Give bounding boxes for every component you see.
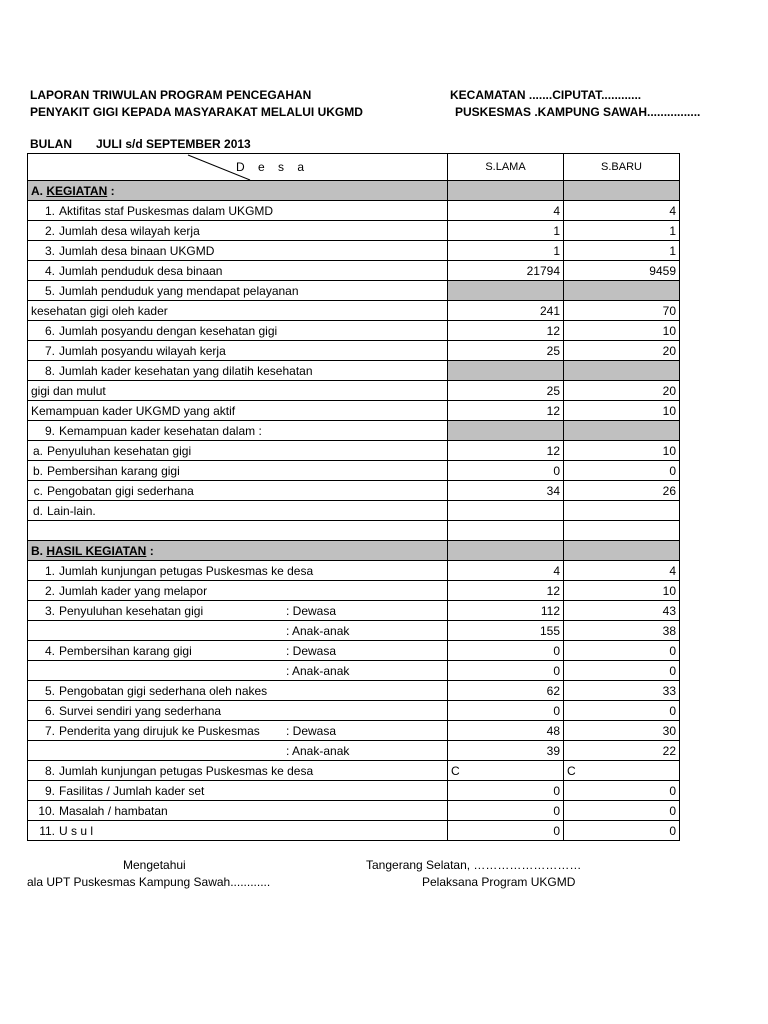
- value-cell-slama: 12: [448, 321, 564, 341]
- table-row: [28, 581, 680, 601]
- row-label: Pembersihan karang gigi: [59, 643, 192, 658]
- value-cell-sbaru: 22: [564, 741, 680, 761]
- row-description: [28, 301, 448, 321]
- value-cell-slama: 34: [448, 481, 564, 501]
- row-label: Jumlah kader yang melapor: [59, 583, 208, 598]
- row-description: [28, 601, 448, 621]
- table-row: [28, 221, 680, 241]
- value-cell-slama: 0: [448, 461, 564, 481]
- row-description: [28, 621, 448, 641]
- row-index: c.: [33, 483, 43, 498]
- section-row: [28, 181, 680, 201]
- row-label: Penderita yang dirujuk ke Puskesmas: [59, 723, 260, 738]
- row-description: [28, 461, 448, 481]
- section-prefix: A.: [31, 183, 43, 198]
- table-header-row: [28, 154, 680, 181]
- row-description: [28, 361, 448, 381]
- value-cell-sbaru: 10: [564, 401, 680, 421]
- value-cell-sbaru: 0: [564, 801, 680, 821]
- table-row: [28, 521, 680, 541]
- row-description: [28, 561, 448, 581]
- table-row: [28, 381, 680, 401]
- value-cell-slama: [448, 501, 564, 521]
- table-row: [28, 401, 680, 421]
- row-label: Kemampuan kader kesehatan dalam :: [59, 423, 262, 438]
- table-row: [28, 781, 680, 801]
- row-index: 2.: [44, 583, 55, 598]
- row-label: Lain-lain.: [47, 503, 96, 518]
- value-cell-slama: [448, 521, 564, 541]
- value-cell-slama: 4: [448, 561, 564, 581]
- row-description: [28, 261, 448, 281]
- section-row: [28, 541, 680, 561]
- table-row: [28, 241, 680, 261]
- row-description: [28, 401, 448, 421]
- col-header-slama: S.LAMA: [448, 154, 564, 181]
- section-prefix: B.: [31, 543, 43, 558]
- value-cell-sbaru: 26: [564, 481, 680, 501]
- table-row: [28, 761, 680, 781]
- row-label: Fasilitas / Jumlah kader set: [59, 783, 205, 798]
- row-label: Pembersihan karang gigi: [47, 463, 180, 478]
- value-cell-sbaru: 10: [564, 441, 680, 461]
- value-cell-slama: 155: [448, 621, 564, 641]
- row-category: : Anak-anak: [286, 743, 350, 758]
- value-cell-sbaru: [564, 361, 680, 381]
- section-suffix: :: [146, 543, 154, 558]
- value-cell-sbaru: 0: [564, 461, 680, 481]
- value-cell-slama: 241: [448, 301, 564, 321]
- value-cell-sbaru: 1: [564, 241, 680, 261]
- value-cell-slama: 0: [448, 661, 564, 681]
- value-cell-sbaru: 0: [564, 661, 680, 681]
- value-cell-slama: 0: [448, 701, 564, 721]
- table-row: [28, 321, 680, 341]
- row-description: [28, 481, 448, 501]
- report-title-line1: LAPORAN TRIWULAN PROGRAM PENCEGAHAN: [30, 88, 312, 102]
- value-cell-sbaru: 0: [564, 781, 680, 801]
- row-category: : Dewasa: [286, 643, 337, 658]
- row-description: [28, 681, 448, 701]
- row-description: [28, 641, 448, 661]
- row-description: [28, 721, 448, 741]
- value-cell-slama: 25: [448, 381, 564, 401]
- row-label: Jumlah kader kesehatan yang dilatih kesehatan: [59, 363, 313, 378]
- row-index: b.: [32, 463, 43, 478]
- value-cell-slama: C: [448, 761, 564, 781]
- table-row: [28, 201, 680, 221]
- value-cell-sbaru: 38: [564, 621, 680, 641]
- value-cell-sbaru: [564, 501, 680, 521]
- row-category: : Dewasa: [286, 723, 337, 738]
- value-cell-sbaru: 43: [564, 601, 680, 621]
- row-index: 7.: [44, 343, 55, 358]
- value-cell-sbaru: 10: [564, 581, 680, 601]
- row-label: Pengobatan gigi sederhana oleh nakes: [59, 683, 268, 698]
- value-cell-slama: 0: [448, 641, 564, 661]
- tempat-tanggal-label: Tangerang Selatan, ………………………: [366, 858, 582, 872]
- row-description: [28, 781, 448, 801]
- table-row: [28, 281, 680, 301]
- row-index: 10.: [38, 803, 55, 818]
- row-description: [28, 221, 448, 241]
- section-title-cell: [28, 181, 448, 201]
- table-row: [28, 801, 680, 821]
- row-description: [28, 761, 448, 781]
- row-index: 1.: [44, 563, 55, 578]
- table-row: [28, 641, 680, 661]
- row-label: Survei sendiri yang sederhana: [59, 703, 222, 718]
- row-index: 5.: [44, 683, 55, 698]
- row-label: Jumlah penduduk yang mendapat pelayanan: [59, 283, 299, 298]
- value-cell-slama: 12: [448, 581, 564, 601]
- section-title: KEGIATAN: [46, 183, 108, 198]
- value-cell-sbaru: C: [564, 761, 680, 781]
- value-cell-sbaru: 10: [564, 321, 680, 341]
- row-index: 2.: [44, 223, 55, 238]
- section-suffix: :: [107, 183, 115, 198]
- value-cell-slama: 0: [448, 821, 564, 841]
- row-label: Jumlah kunjungan petugas Puskesmas ke desa: [59, 763, 314, 778]
- row-label: Jumlah penduduk desa binaan: [59, 263, 223, 278]
- table-row: [28, 661, 680, 681]
- value-cell-slama: 0: [448, 801, 564, 821]
- table-row: [28, 441, 680, 461]
- table-row: [28, 461, 680, 481]
- table-row: [28, 621, 680, 641]
- table-row: [28, 561, 680, 581]
- value-cell-sbaru: 1: [564, 221, 680, 241]
- row-index: 5.: [44, 283, 55, 298]
- table-row: [28, 261, 680, 281]
- bulan-label: BULAN: [30, 137, 72, 151]
- row-label: Penyuluhan kesehatan gigi: [59, 603, 204, 618]
- table-row: [28, 601, 680, 621]
- value-cell-sbaru: [564, 281, 680, 301]
- row-description: [28, 581, 448, 601]
- value-cell-slama: 12: [448, 441, 564, 461]
- row-label: Jumlah posyandu wilayah kerja: [59, 343, 226, 358]
- row-index: 6.: [44, 323, 55, 338]
- row-description: [28, 661, 448, 681]
- row-index: 3.: [44, 603, 55, 618]
- row-description: [28, 341, 448, 361]
- puskesmas-label: PUSKESMAS .KAMPUNG SAWAH................: [455, 105, 701, 119]
- table-row: [28, 821, 680, 841]
- col-header-sbaru: S.BARU: [564, 154, 680, 181]
- value-cell-sbaru: 20: [564, 341, 680, 361]
- table-row: [28, 301, 680, 321]
- row-label: U s u l: [59, 823, 94, 838]
- table-row: [28, 341, 680, 361]
- mengetahui-label: Mengetahui: [123, 858, 186, 872]
- row-index: 11.: [39, 823, 55, 838]
- row-index: 7.: [44, 723, 55, 738]
- value-cell-slama: 62: [448, 681, 564, 701]
- bulan-value: JULI s/d SEPTEMBER 2013: [96, 137, 251, 151]
- table-row: [28, 701, 680, 721]
- row-description: [28, 321, 448, 341]
- row-label: Aktifitas staf Puskesmas dalam UKGMD: [59, 203, 274, 218]
- row-label: kesehatan gigi oleh kader: [31, 303, 168, 318]
- table-row: [28, 481, 680, 501]
- row-description: [28, 801, 448, 821]
- value-cell-slama: [448, 181, 564, 201]
- section-title-cell: [28, 541, 448, 561]
- section-title: HASIL KEGIATAN: [46, 543, 147, 558]
- row-description: [28, 521, 448, 541]
- table-row: [28, 501, 680, 521]
- pelaksana-label: Pelaksana Program UKGMD: [422, 875, 576, 889]
- row-index: d.: [32, 503, 43, 518]
- table-row: [28, 741, 680, 761]
- row-category: : Dewasa: [286, 603, 337, 618]
- report-title-line2: PENYAKIT GIGI KEPADA MASYARAKAT MELALUI UKGMD: [30, 105, 363, 119]
- table-row: [28, 681, 680, 701]
- value-cell-sbaru: 4: [564, 561, 680, 581]
- table-row: [28, 361, 680, 381]
- row-index: 4.: [44, 643, 55, 658]
- value-cell-sbaru: [564, 181, 680, 201]
- value-cell-sbaru: 30: [564, 721, 680, 741]
- value-cell-slama: 4: [448, 201, 564, 221]
- row-description: [28, 201, 448, 221]
- row-description: [28, 381, 448, 401]
- table-row: [28, 421, 680, 441]
- desa-label: D e s a: [236, 160, 310, 174]
- value-cell-sbaru: 70: [564, 301, 680, 321]
- value-cell-sbaru: 20: [564, 381, 680, 401]
- value-cell-sbaru: [564, 541, 680, 561]
- value-cell-sbaru: [564, 421, 680, 441]
- value-cell-sbaru: 0: [564, 821, 680, 841]
- desa-header-cell: [28, 154, 448, 181]
- row-description: [28, 241, 448, 261]
- row-index: 4.: [44, 263, 55, 278]
- row-description: [28, 821, 448, 841]
- value-cell-sbaru: 4: [564, 201, 680, 221]
- value-cell-sbaru: 0: [564, 641, 680, 661]
- row-index: 8.: [44, 763, 55, 778]
- value-cell-slama: 39: [448, 741, 564, 761]
- row-label: Kemampuan kader UKGMD yang aktif: [31, 403, 236, 418]
- kepala-upt-label: ala UPT Puskesmas Kampung Sawah............: [27, 875, 271, 889]
- row-category: : Anak-anak: [286, 623, 350, 638]
- row-label: Jumlah posyandu dengan kesehatan gigi: [59, 323, 278, 338]
- row-label: Jumlah desa binaan UKGMD: [59, 243, 215, 258]
- value-cell-slama: [448, 281, 564, 301]
- row-label: gigi dan mulut: [31, 383, 106, 398]
- row-label: Jumlah kunjungan petugas Puskesmas ke desa: [59, 563, 314, 578]
- value-cell-sbaru: 33: [564, 681, 680, 701]
- value-cell-sbaru: 0: [564, 701, 680, 721]
- row-index: 9.: [44, 423, 55, 438]
- row-label: Pengobatan gigi sederhana: [47, 483, 194, 498]
- row-description: [28, 741, 448, 761]
- table-row: [28, 721, 680, 741]
- value-cell-slama: [448, 361, 564, 381]
- row-description: [28, 501, 448, 521]
- row-category: : Anak-anak: [286, 663, 350, 678]
- row-description: [28, 281, 448, 301]
- row-index: 9.: [44, 783, 55, 798]
- value-cell-slama: 1: [448, 221, 564, 241]
- row-index: 8.: [44, 363, 55, 378]
- value-cell-slama: 12: [448, 401, 564, 421]
- row-index: 6.: [44, 703, 55, 718]
- value-cell-slama: 25: [448, 341, 564, 361]
- row-index: a.: [32, 443, 43, 458]
- value-cell-slama: 21794: [448, 261, 564, 281]
- report-table: [27, 153, 680, 841]
- value-cell-slama: 48: [448, 721, 564, 741]
- row-description: [28, 701, 448, 721]
- value-cell-slama: [448, 421, 564, 441]
- value-cell-slama: 0: [448, 781, 564, 801]
- row-index: 3.: [44, 243, 55, 258]
- row-index: 1.: [44, 203, 55, 218]
- row-label: Masalah / hambatan: [59, 803, 168, 818]
- row-label: Penyuluhan kesehatan gigi: [47, 443, 192, 458]
- row-description: [28, 421, 448, 441]
- value-cell-sbaru: [564, 521, 680, 541]
- value-cell-slama: 112: [448, 601, 564, 621]
- row-label: Jumlah desa wilayah kerja: [59, 223, 200, 238]
- value-cell-slama: 1: [448, 241, 564, 261]
- value-cell-slama: [448, 541, 564, 561]
- kecamatan-label: KECAMATAN .......CIPUTAT............: [450, 88, 642, 102]
- value-cell-sbaru: 9459: [564, 261, 680, 281]
- row-description: [28, 441, 448, 461]
